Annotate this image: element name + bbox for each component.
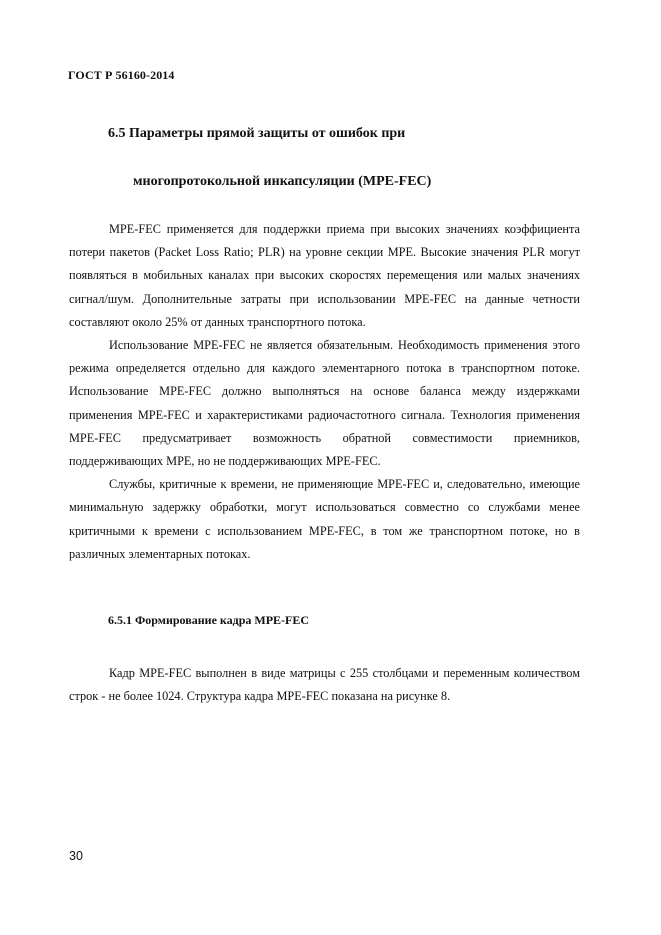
paragraph: Кадр MPE-FEC выполнен в виде матрицы с 255 столбцами и переменным количеством строк - не более 1024. Структура кадра MPE-FEC показана на рисунке 8. xyxy=(69,666,580,704)
document-header: ГОСТ Р 56160-2014 xyxy=(68,68,175,82)
section-title-line-1: 6.5 Параметры прямой защиты от ошибок при xyxy=(108,126,406,141)
page-number: 30 xyxy=(69,849,83,863)
subsection-title: 6.5.1 Формирование кадра MPE-FEC xyxy=(108,613,310,627)
subsection-body xyxy=(69,662,580,708)
paragraph: Службы, критичные к времени, не применяющие MPE-FEC и, следовательно, имеющие минимальную задержку обработки, могут использоваться совместно со службами менее критичными к времени с использованием MPE-FEC, в том же транспортном потоке, но в различных элементарных потоках. xyxy=(69,477,580,561)
paragraph: MPE-FEC применяется для поддержки приема при высоких значениях коэффициента потери пакетов (Packet Loss Ratio; PLR) на уровне секции MPE. Высокие значения PLR могут появляться в мобильных каналах при высоких скоростях перемещения или малых значениях сигнал/шум. Дополнительные затраты при использовании MPE-FEC на данные четности составляют около 25% от данных транспортного потока. xyxy=(69,222,580,329)
paragraph: Использование MPE-FEC не является обязательным. Необходимость применения этого режима определяется отдельно для каждого элементарного потока в транспортном потоке. Использование MPE-FEC должно выполняться на основе баланса между издержками применения MPE-FEC и характеристиками радиочастотного сигнала. Технология применения MPE-FEC предусматривает возможность обратной совместимости приемников, поддерживающих MPE, но не поддерживающих MPE-FEC. xyxy=(69,338,580,469)
section-title-line-2: многопротокольной инкапсуляции (MPE-FEC) xyxy=(133,174,432,189)
section-body xyxy=(69,218,580,566)
